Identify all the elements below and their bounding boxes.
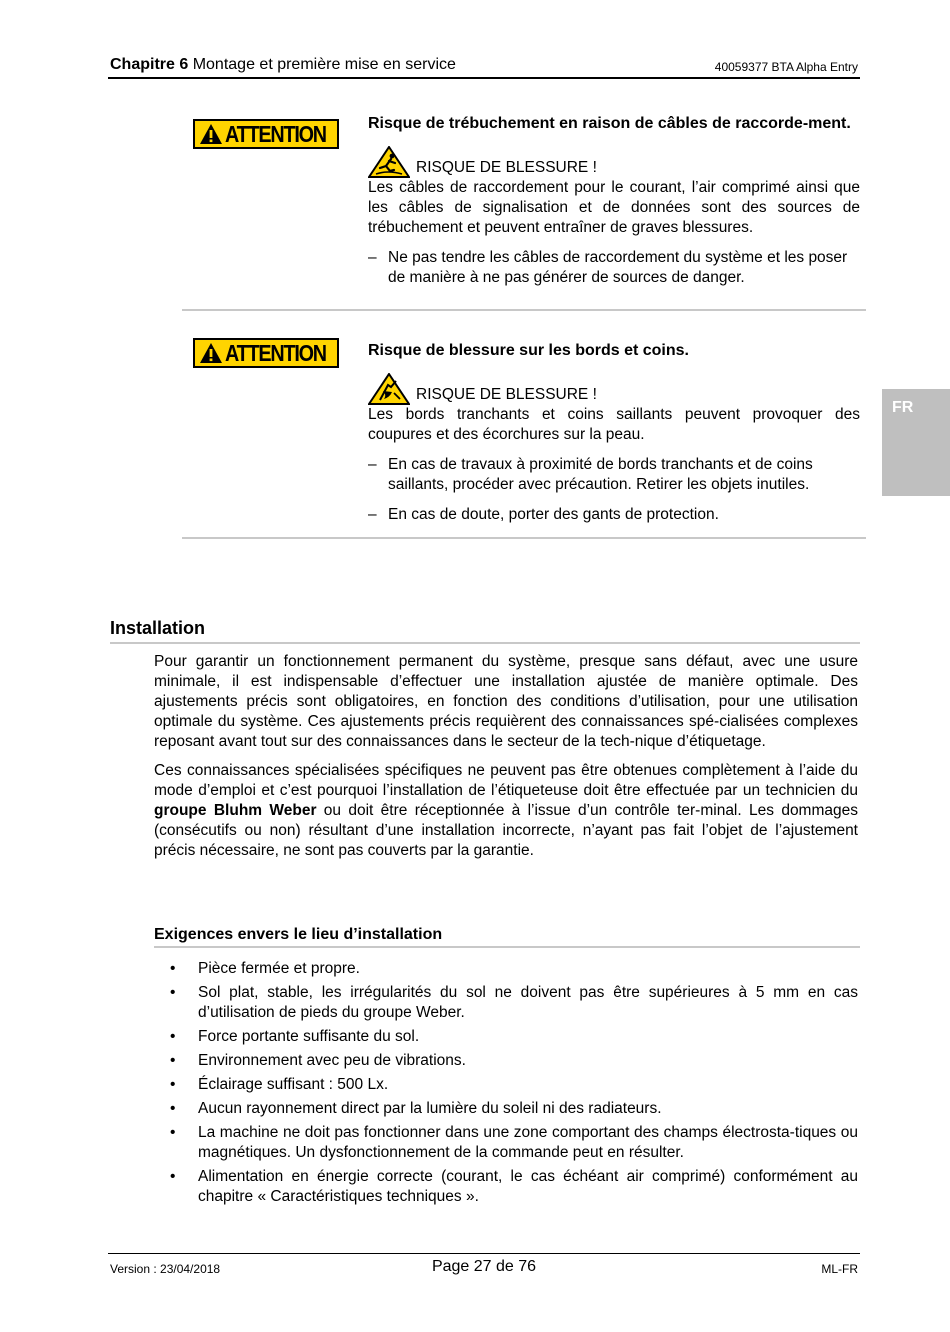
paragraph: Ces connaissances spécialisées spécifiques ne peuvent pas être obtenues complètement à l’aide du mode d’emploi et c’est pourquoi l’installation de l’étiqueteuse doit être effectuée par un technicien du groupe Bluhm Weber ou doit être réceptionnée à l’issue d’un contrôle ter-minal. Les dommages (consécutifs ou non) résultant d’une installation incorrecte, n’ayant pas fait l’objet de l’ajustement précis nécessaire, ne sont pas couverts par la garantie. [154, 762, 858, 859]
warning-block-tripping [368, 114, 860, 288]
language-tab [882, 389, 950, 496]
header-divider [108, 77, 860, 79]
warning-separator [182, 309, 866, 311]
attention-badge [193, 338, 339, 368]
list-item: • Éclairage suffisant : 500 Lx. [154, 1075, 858, 1095]
language-code: ML-FR [821, 1262, 858, 1276]
risk-line [368, 373, 860, 405]
list-item: • Pièce fermée et propre. [154, 959, 858, 979]
risk-line [368, 146, 860, 178]
risk-label: RISQUE DE BLESSURE ! [416, 159, 597, 176]
requirements-section [154, 926, 860, 948]
warning-separator [182, 537, 866, 539]
page-number: Page 27 de 76 [431, 1258, 537, 1275]
warning-list-item: – Ne pas tendre les câbles de raccordement du système et les poser de manière à ne pas générer de sources de danger. [368, 248, 860, 288]
warning-title: Risque de blessure sur les bords et coins. [368, 342, 689, 359]
list-item: • Alimentation en énergie correcte (courant, le cas échéant air comprimé) conformément au chapitre « Caractéristiques techniques ». [154, 1167, 858, 1207]
installation-text [154, 652, 858, 870]
warning-list-item: – En cas de travaux à proximité de bords tranchants et de coins saillants, procéder avec précaution. Retirer les objets inutiles. [368, 455, 860, 495]
warning-body: Les bords tranchants et coins saillants peuvent provoquer des coupures et des écorchures sur la peau. [368, 406, 860, 443]
risk-label: RISQUE DE BLESSURE ! [416, 386, 597, 403]
list-item: • Environnement avec peu de vibrations. [154, 1051, 858, 1071]
footer-divider [108, 1253, 860, 1254]
warning-block-edges [368, 341, 860, 525]
list-item: • La machine ne doit pas fonctionner dans une zone comportant des champs électrosta-tiques ou magnétiques. Un dysfonctionnement de la commande peut en résulter. [154, 1123, 858, 1163]
doc-reference: 40059377 BTA Alpha Entry [714, 60, 858, 74]
warning-list-item: – En cas de doute, porter des gants de protection. [368, 505, 860, 525]
requirements-list [154, 959, 858, 1211]
paragraph: Pour garantir un fonctionnement permanent du système, presque sans défaut, avec une usure minimale, il est indispensable d’effectuer une installation ajustée de manière optimale. Des ajustements précis sont obligatoires, en fonction des conditions d’utilisation, pour une utilisation optimale du système. Ces ajustements précis requièrent des connaissances spé-cialisées complexes reposant avant tout sur des connaissances dans le secteur de la tech-nique d’étiquetage. [154, 653, 858, 750]
chapter-label: Chapitre 6 [110, 56, 189, 73]
subsection-heading: Exigences envers le lieu d’installation [154, 926, 443, 943]
installation-section [110, 618, 860, 644]
warning-body: Les câbles de raccordement pour le courant, l’air comprimé ainsi que les câbles de signalisation et de données sont des sources de trébuchement et peuvent entraîner de graves blessures. [368, 179, 860, 236]
header-chapter [110, 56, 456, 74]
version-label: Version : 23/04/2018 [110, 1262, 221, 1276]
attention-badge-label: ATTENTION [225, 120, 326, 147]
chapter-title: Montage et première mise en service [192, 56, 456, 73]
subsection-divider [154, 946, 860, 948]
section-heading: Installation [110, 618, 206, 638]
warning-triangle-icon [199, 342, 223, 364]
company-name: groupe Bluhm Weber [154, 802, 317, 819]
sharp-edge-hazard-icon [368, 373, 410, 405]
list-item: • Force portante suffisante du sol. [154, 1027, 858, 1047]
attention-badge [193, 119, 339, 149]
list-item: • Aucun rayonnement direct par la lumière du soleil ni des radiateurs. [154, 1099, 858, 1119]
attention-badge-label: ATTENTION [225, 339, 326, 366]
language-tab-label: FR [892, 399, 914, 416]
tripping-hazard-icon [368, 146, 410, 178]
list-item: • Sol plat, stable, les irrégularités du sol ne doivent pas être supérieures à 5 mm en cas d’utilisation de pieds du groupe Weber. [154, 983, 858, 1023]
warning-title: Risque de trébuchement en raison de câbles de raccorde-ment. [368, 115, 851, 132]
section-divider [110, 642, 860, 644]
warning-triangle-icon [199, 123, 223, 145]
